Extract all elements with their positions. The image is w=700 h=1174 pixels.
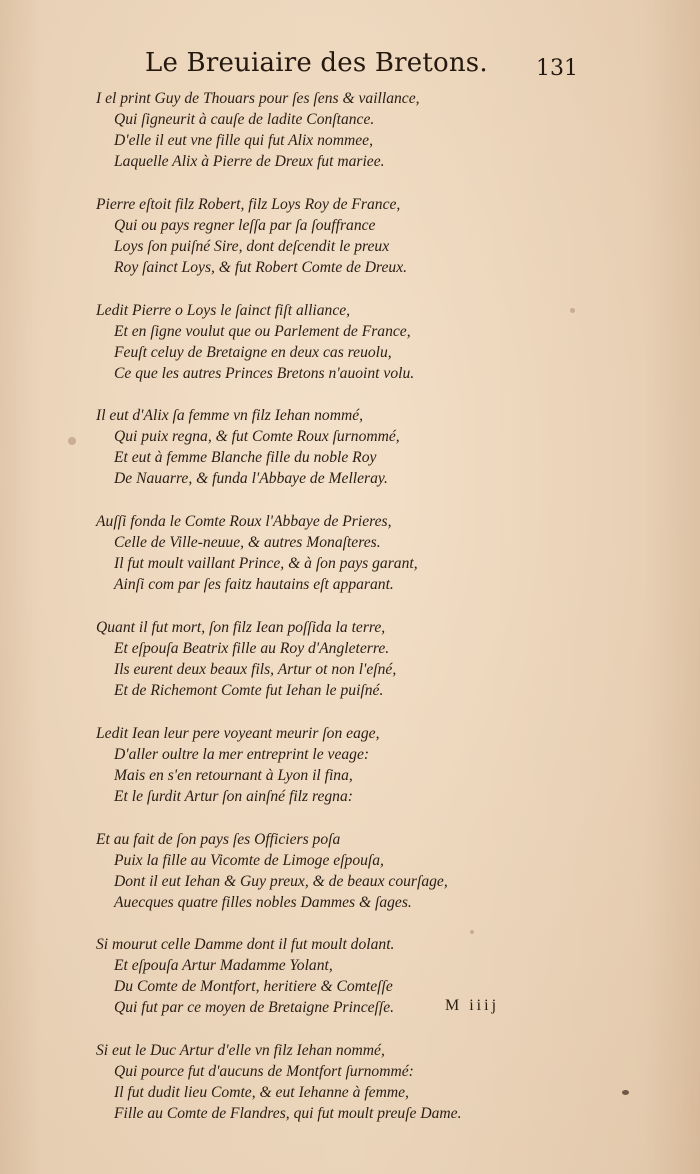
verse-line: Laquelle Alix à Pierre de Dreux fut mariee. — [114, 153, 385, 170]
verse-line: Feuſt celuy de Bretaigne en deux cas reuolu, — [114, 343, 392, 361]
stanza — [96, 300, 496, 384]
verse-line: Et eſpouſa Beatrix fille au Roy d'Angleterre. — [114, 639, 390, 657]
stanza — [96, 723, 496, 807]
stanza — [96, 405, 496, 489]
verse-line: Et eut à femme Blanche fille du noble Roy — [114, 449, 377, 467]
signature-mark: M iiij — [445, 997, 500, 1014]
verse-line: Auſſi fonda le Comte Roux l'Abbaye de Prieres, — [96, 513, 392, 531]
verse-line: Ledit Pierre o Loys le ſainct fiſt alliance, — [96, 301, 351, 319]
verse-line: Quant il fut mort, ſon filz Iean poſſida la terre, — [96, 618, 386, 636]
verse-line: Qui fut par ce moyen de Bretaigne Princeſſe. — [114, 999, 395, 1017]
verse-line: De Nauarre, & funda l'Abbaye de Melleray. — [114, 470, 388, 488]
verse-line: Loys ſon puiſné Sire, dont deſcendit le preux — [114, 237, 390, 255]
page-number: 131 — [536, 56, 578, 81]
verse-line: Si eut le Duc Artur d'elle vn filz Iehan nommé, — [96, 1042, 385, 1060]
verse-line: Du Comte de Montfort, heritiere & Comteſſe — [114, 978, 393, 996]
stanza — [96, 194, 496, 278]
verse-line: Fille au Comte de Flandres, qui fut moult preuſe Dame. — [114, 1105, 462, 1123]
verse-line: Ce que les autres Princes Bretons n'auoint volu. — [114, 364, 415, 382]
stanza — [96, 617, 496, 701]
verse-line: Ledit Iean leur pere voyeant meurir ſon eage, — [96, 724, 380, 742]
verse-line: Et le ſurdit Artur ſon ainſné filz regna: — [114, 787, 353, 805]
verse-line: D'elle il eut vne fille qui fut Alix nommee, — [114, 132, 373, 149]
verse-line: Qui ou pays regner leſſa par ſa ſouffrance — [114, 216, 376, 234]
verse-line: Et en ſigne voulut que ou Parlement de France, — [114, 322, 411, 340]
verse-line: Il fut moult vaillant Prince, & à ſon pays garant, — [114, 555, 418, 573]
verse-line: Roy ſainct Loys, & fut Robert Comte de Dreux. — [114, 258, 408, 276]
verse-line: Pierre eſtoit filz Robert, filz Loys Roy de France, — [96, 195, 401, 213]
verse-line: Celle de Ville-neuue, & autres Monaſteres. — [114, 534, 381, 552]
foxing-spot — [68, 437, 76, 445]
foxing-spot — [622, 1090, 629, 1095]
stanza — [96, 88, 496, 172]
verse-line: Et de Richemont Comte fut Iehan le puiſné. — [114, 681, 384, 699]
page-header — [0, 46, 700, 86]
verse-line: Auecques quatre filles nobles Dammes & ſages. — [114, 893, 412, 911]
verse-line: Il eut d'Alix ſa femme vn filz Iehan nommé, — [96, 407, 364, 425]
stanza — [96, 934, 496, 1018]
verse-line: Ainſi com par ſes faitz hautains eſt apparant. — [114, 576, 394, 594]
verse-line: Il fut dudit lieu Comte, & eut Iehanne à femme, — [114, 1084, 409, 1102]
verse-line: Mais en s'en retournant à Lyon il fina, — [114, 766, 353, 784]
verse-line: Et au fait de ſon pays ſes Officiers poſa — [96, 830, 341, 848]
verse-text — [96, 88, 496, 1146]
verse-line: Et eſpouſa Artur Madamme Yolant, — [114, 957, 333, 975]
verse-line: Puix la fille au Vicomte de Limoge eſpouſa, — [114, 851, 384, 869]
verse-line: Si mourut celle Damme dont il fut moult dolant. — [96, 936, 395, 954]
verse-line: Qui pource fut d'aucuns de Montfort ſurnommé: — [114, 1063, 414, 1081]
verse-line: D'aller oultre la mer entreprint le veage: — [114, 745, 370, 763]
verse-line: I el print Guy de Thouars pour ſes ſens & vaillance, — [96, 90, 420, 107]
stanza — [96, 1040, 496, 1124]
running-title: Le Breuiaire des Bretons. — [145, 48, 488, 78]
stanza — [96, 829, 496, 913]
foxing-spot — [570, 308, 575, 313]
verse-line: Ils eurent deux beaux fils, Artur ot non l'eſné, — [114, 660, 397, 678]
verse-line: Qui puix regna, & fut Comte Roux ſurnommé, — [114, 428, 400, 446]
verse-line: Qui ſigneurit à cauſe de ladite Conſtance. — [114, 111, 375, 128]
stanza — [96, 511, 496, 595]
verse-line: Dont il eut Iehan & Guy preux, & de beaux courſage, — [114, 872, 448, 890]
